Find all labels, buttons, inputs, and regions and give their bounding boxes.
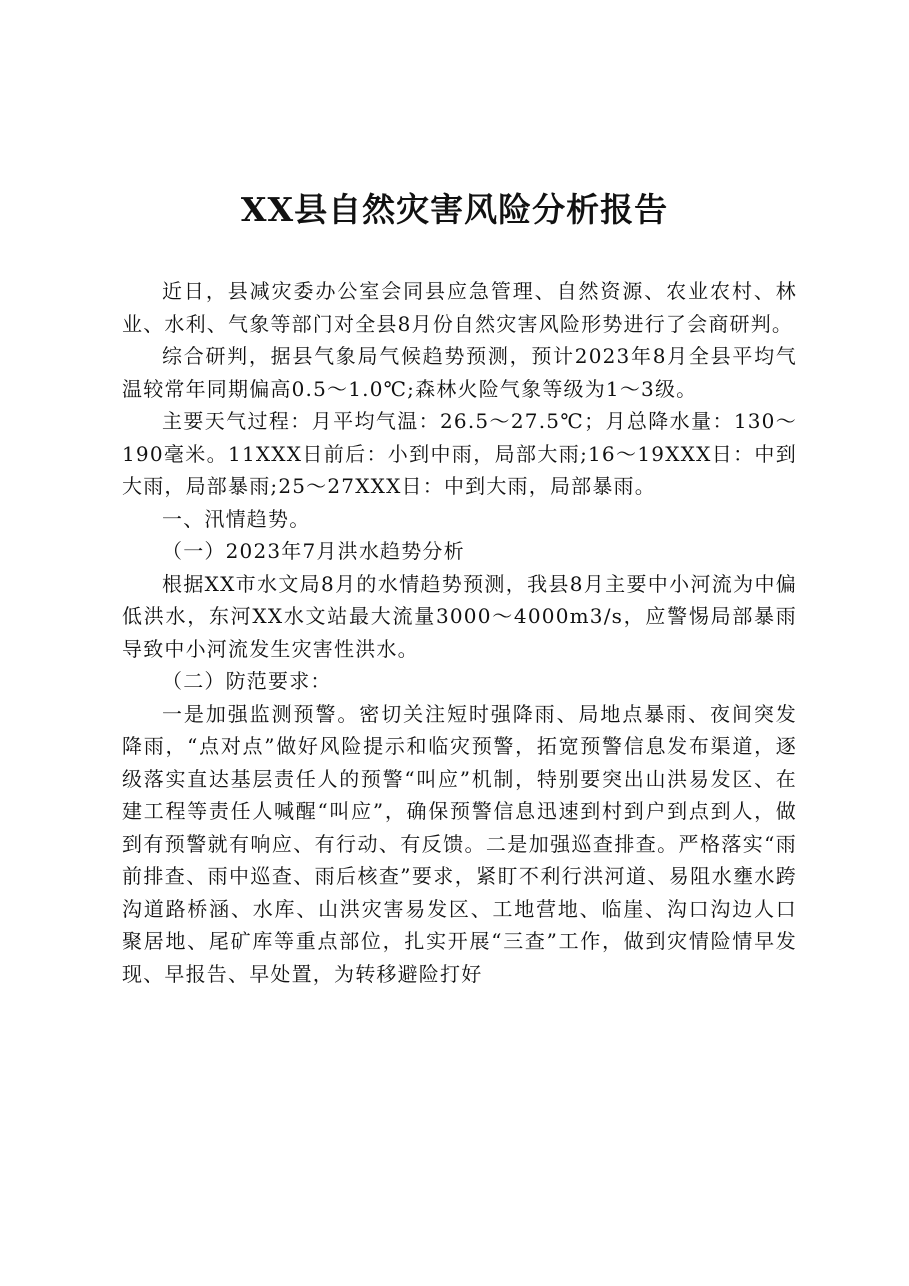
paragraph: 综合研判，据县气象局气候趋势预测，预计2023年8月全县平均气温较常年同期偏高0.5～1.0℃;森林火险气象等级为1～3级。 — [122, 344, 797, 401]
document-title: XX县自然灾害风险分析报告 — [240, 190, 669, 229]
subsection-heading: （二）防范要求： — [162, 669, 332, 693]
paragraph: 一是加强监测预警。密切关注短时强降雨、局地点暴雨、夜间突发降雨，“点对点”做好风险提示和临灾预警，拓宽预警信息发布渠道，逐级落实直达基层责任人的预警“叫应”机制，特别要突出山洪易发区、在建工程等责任人喊醒“叫应”，确保预警信息迅速到村到户到点到人，做到有预警就有响应、有行动、有反馈。二是加强巡查排查。严格落实“雨前排查、雨中巡查、雨后核查”要求，紧盯不利行洪河道、易阻水壅水跨沟道路桥涵、水库、山洪灾害易发区、工地营地、临崖、沟口沟边人口聚居地、尾矿库等重点部位，扎实开展“三查”工作，做到灾情险情早发现、早报告、早处置，为转移避险打好 — [122, 701, 797, 986]
section-heading: 一、汛情趋势。 — [162, 506, 311, 531]
subsection-heading: （一）2023年7月洪水趋势分析 — [162, 539, 465, 563]
paragraph: 主要天气过程：月平均气温：26.5～27.5℃；月总降水量：130～190毫米。11XXX日前后：小到中雨，局部大雨;16～19XXX日：中到大雨，局部暴雨;25～27XXX日：中到大雨，局部暴雨。 — [122, 409, 797, 498]
paragraph: 近日，县减灾委办公室会同县应急管理、自然资源、农业农村、林业、水利、气象等部门对全县8月份自然灾害风险形势进行了会商研判。 — [122, 279, 797, 336]
paragraph: 根据XX市水文局8月的水情趋势预测，我县8月主要中小河流为中偏低洪水，东河XX水文站最大流量3000～4000m3/s，应警惕局部暴雨导致中小河流发生灾害性洪水。 — [122, 571, 797, 661]
document-body — [122, 275, 797, 990]
